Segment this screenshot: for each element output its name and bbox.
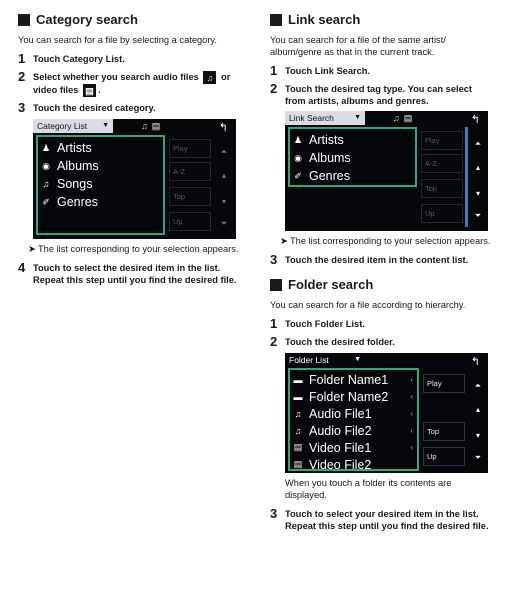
section-marker-icon bbox=[270, 279, 282, 291]
chevron-left-icon: ‹ bbox=[410, 443, 413, 452]
scroll-up-icon[interactable]: ▴ bbox=[475, 163, 480, 172]
audio-toggle-icon[interactable]: ♫ bbox=[393, 113, 400, 123]
list-item[interactable]: ▤ Video File1 ‹ bbox=[293, 440, 413, 455]
guitar-icon: ✐ bbox=[294, 170, 302, 181]
folder-icon: ▬ bbox=[293, 391, 303, 402]
up-button[interactable]: Up bbox=[423, 447, 465, 466]
chevron-left-icon: ‹ bbox=[410, 409, 413, 418]
folder-step-1: 1 Touch Folder List. bbox=[270, 316, 365, 331]
category-step-3: 3 Touch the desired category. bbox=[18, 100, 156, 116]
link-intro: You can search for a file of the same artist/ album/genre as that in the current track. bbox=[270, 35, 446, 57]
arrow-bullet-icon: ➤ bbox=[280, 236, 288, 246]
link-search-screen bbox=[285, 111, 488, 231]
video-file-icon: ▤ bbox=[83, 84, 96, 97]
link-step-1: 1 Touch Link Search. bbox=[270, 63, 371, 78]
link-result-note: ➤ The list corresponding to your selection appears. bbox=[280, 236, 491, 246]
scroll-down-icon[interactable]: ▾ bbox=[221, 197, 226, 207]
media-type-toggle[interactable] bbox=[141, 121, 160, 132]
play-button[interactable]: Play bbox=[169, 139, 211, 158]
list-item[interactable]: ◉ Albums bbox=[290, 149, 415, 167]
list-item[interactable]: ♟ Artists bbox=[41, 141, 92, 156]
list-item[interactable]: ♫ Audio File2 ‹ bbox=[290, 422, 417, 439]
folder-list-dropdown[interactable]: Folder List ▼ bbox=[289, 355, 361, 365]
left-column bbox=[18, 0, 246, 290]
list-item[interactable]: ♫ Audio File1 ‹ bbox=[290, 405, 417, 422]
a-z-button[interactable]: A-Z bbox=[169, 162, 211, 181]
folder-list-keyword: Folder List bbox=[314, 319, 363, 329]
scroll-up-icon[interactable]: ▴ bbox=[221, 171, 226, 181]
back-arrow-icon[interactable]: ↰ bbox=[470, 114, 480, 126]
play-button[interactable]: Play bbox=[423, 374, 465, 393]
scroll-down-icon[interactable]: ▾ bbox=[475, 189, 480, 198]
guitar-icon: ✐ bbox=[42, 196, 50, 207]
scroll-top-icon[interactable]: ⏶ bbox=[474, 381, 482, 390]
list-item[interactable]: ✐ Genres bbox=[290, 167, 415, 185]
scroll-up-icon[interactable]: ▴ bbox=[475, 405, 480, 414]
chevron-left-icon: ‹ bbox=[410, 392, 413, 401]
music-note-icon: ♫ bbox=[294, 425, 302, 436]
category-list-dropdown[interactable]: Category List ▼ bbox=[33, 119, 113, 133]
chevron-left-icon: ‹ bbox=[410, 426, 413, 435]
link-search-dropdown[interactable]: Link Search ▼ bbox=[285, 111, 365, 125]
up-button[interactable]: Up bbox=[169, 212, 211, 231]
scroll-bottom-icon[interactable]: ⏷ bbox=[474, 211, 482, 220]
chevron-down-icon: ▼ bbox=[354, 356, 361, 363]
right-column bbox=[270, 0, 495, 536]
category-step-1: 1 Touch Category List. bbox=[18, 51, 125, 66]
film-icon: ▤ bbox=[293, 459, 303, 469]
list-item[interactable]: ▬ Folder Name2 ‹ bbox=[293, 389, 413, 404]
disc-icon: ◉ bbox=[42, 160, 50, 171]
link-search-keyword: Link Search bbox=[314, 66, 368, 76]
folder-icon: ▬ bbox=[293, 374, 303, 385]
chevron-down-icon: ▼ bbox=[102, 122, 109, 130]
folder-list-screen bbox=[285, 353, 488, 473]
person-icon: ♟ bbox=[41, 142, 51, 153]
category-list-screen bbox=[33, 119, 236, 239]
scroll-bottom-icon[interactable]: ⏷ bbox=[220, 219, 228, 229]
link-search-heading: Link search bbox=[270, 12, 495, 27]
list-item[interactable]: ▤ Video File2 bbox=[293, 457, 372, 471]
person-icon: ♟ bbox=[293, 134, 303, 145]
music-note-icon: ♫ bbox=[294, 408, 302, 419]
folder-note: When you touch a folder its contents are displayed. bbox=[285, 478, 452, 500]
chevron-down-icon: ▼ bbox=[354, 114, 361, 121]
play-button[interactable]: Play bbox=[421, 131, 463, 150]
link-step-3: 3 Touch the desired item in the content list. bbox=[270, 252, 469, 267]
film-icon: ▤ bbox=[293, 442, 303, 452]
arrow-bullet-icon: ➤ bbox=[28, 244, 36, 255]
link-step-2: 2 Touch the desired tag type. You can select from artists, albums and genres. bbox=[270, 81, 473, 106]
top-button[interactable]: Top bbox=[169, 187, 211, 206]
folder-intro: You can search for a file according to hierarchy. bbox=[270, 300, 466, 310]
top-button[interactable]: Top bbox=[423, 422, 465, 441]
music-note-icon: ♫ bbox=[42, 179, 50, 190]
category-intro: You can search for a file by selecting a category. bbox=[18, 35, 217, 45]
section-marker-icon bbox=[270, 14, 282, 26]
category-result-note: ➤ The list corresponding to your selection appears. bbox=[28, 244, 239, 255]
scroll-top-icon[interactable]: ⏶ bbox=[220, 147, 228, 157]
folder-step-2: 2 Touch the desired folder. bbox=[270, 334, 395, 349]
category-search-heading: Category search bbox=[18, 12, 246, 27]
disc-icon: ◉ bbox=[294, 152, 302, 163]
media-type-toggle[interactable] bbox=[393, 113, 412, 124]
list-item[interactable]: ♫ Songs bbox=[38, 175, 163, 193]
scroll-top-icon[interactable]: ⏶ bbox=[474, 139, 482, 148]
video-toggle-icon[interactable]: ▤ bbox=[151, 121, 161, 132]
list-item[interactable]: ▬ Folder Name1 ‹ bbox=[293, 372, 413, 387]
folder-list bbox=[288, 368, 419, 471]
category-list-keyword: Category List bbox=[62, 54, 123, 64]
a-z-button[interactable]: A-Z bbox=[421, 154, 463, 173]
folder-step-3: 3 Touch to select your desired item in the list. Repeat this step until you find the desired file. bbox=[270, 506, 489, 531]
category-list bbox=[36, 135, 165, 235]
list-item[interactable]: ✐ Genres bbox=[38, 193, 163, 211]
video-toggle-icon[interactable]: ▤ bbox=[403, 113, 413, 123]
section-marker-icon bbox=[18, 14, 30, 26]
scrollbar[interactable] bbox=[465, 127, 468, 227]
scroll-down-icon[interactable]: ▾ bbox=[475, 431, 480, 440]
folder-search-heading: Folder search bbox=[270, 277, 495, 292]
list-item[interactable]: ◉ Albums bbox=[38, 157, 163, 175]
scroll-bottom-icon[interactable]: ⏷ bbox=[474, 453, 482, 462]
category-step-4: 4 Touch to select the desired item in the list. Repeat this step until you find the desired file. bbox=[18, 260, 237, 286]
tag-type-list bbox=[288, 127, 417, 187]
chevron-left-icon: ‹ bbox=[410, 375, 413, 384]
up-button[interactable]: Up bbox=[421, 204, 463, 223]
back-arrow-icon[interactable]: ↰ bbox=[218, 122, 228, 135]
top-button[interactable]: Top bbox=[421, 179, 463, 198]
audio-toggle-icon[interactable]: ♫ bbox=[141, 121, 148, 132]
audio-file-icon: ♫ bbox=[203, 71, 216, 84]
back-arrow-icon[interactable]: ↰ bbox=[470, 356, 480, 368]
list-item[interactable]: ♟ Artists bbox=[293, 133, 344, 147]
category-step-2: 2 Select whether you search audio files ♫ or video files ▤ . bbox=[18, 69, 231, 96]
